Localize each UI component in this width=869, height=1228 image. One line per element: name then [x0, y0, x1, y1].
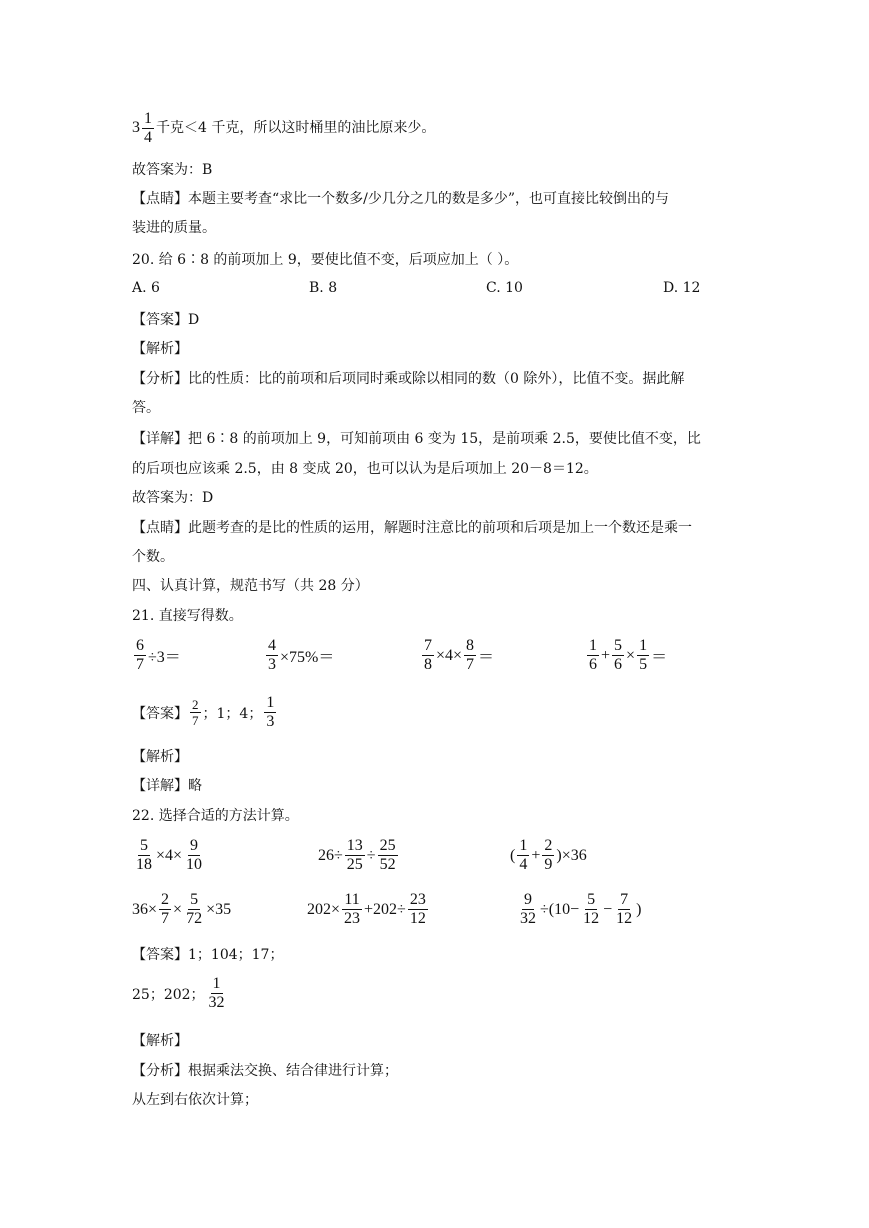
fraction: $\frac{9}{32}$	[520, 891, 536, 927]
q20-stem: 20. 给 6∶8 的前项加上 9，要使比值不变，后项应加上（ ）。	[132, 252, 519, 268]
q21-expr-3: $\frac{7}{8}$ ×4× $\frac{8}{7}$ ＝	[424, 637, 495, 673]
fraction-comparison-line	[132, 108, 435, 148]
q20-option-d: D. 12	[663, 280, 701, 296]
q20-jiexi: 【解析】	[132, 341, 188, 357]
q22-expr-6: $\frac{9}{32}$ ÷(10− $\frac{5}{12}$ − $\frac{7}{12}$ )	[520, 891, 642, 927]
fraction: 1 4	[519, 837, 528, 873]
fraction: $\frac{5}{72}$	[186, 891, 203, 927]
fraction: 1 6	[589, 637, 597, 673]
mixed-fraction: 1 4	[144, 109, 152, 146]
q22-answer-line2: 25；202； 1 32	[132, 975, 225, 1011]
q21-xiangjie: 【详解】略	[132, 778, 202, 794]
fraction: $\frac{11}{23}$	[344, 891, 361, 927]
fraction: $\frac{5}{6}$	[614, 637, 623, 673]
q21-stem: 21. 直接写得数。	[132, 608, 243, 624]
q19-final-answer: 故答案为：B	[132, 162, 213, 178]
q22-fenxi: 【分析】根据乘法交换、结合律进行计算；	[132, 1063, 398, 1079]
fraction: $\frac{5}{12}$	[583, 891, 600, 927]
q20-xiangjie-line1: 【详解】把 6∶8 的前项加上 9，可知前项由 6 变为 15，是前项乘 2.5，要使比值不变，比	[132, 431, 701, 447]
q21-expr-4: 1 6 + $\frac{5}{6}$ × $\frac{1}{5}$ ＝	[589, 637, 668, 673]
q22-jiexi: 【解析】	[132, 1033, 188, 1049]
fraction: 2 7	[192, 697, 199, 728]
fraction: $\frac{7}{8}$	[424, 637, 432, 673]
q19-dianjing-line1: 【点睛】本题主要考查“求比一个数多/少几分之几的数是多少”，也可直接比较倒出的与	[132, 191, 670, 207]
q22-answer-line1: 【答案】1；104；17；	[132, 947, 284, 963]
fraction: $\frac{2}{7}$	[161, 891, 170, 927]
q20-option-c: C. 10	[486, 280, 523, 296]
q22-expr-5: 202× $\frac{11}{23}$ +202÷ $\frac{23}{12}$	[307, 891, 426, 927]
q22-expr-1: $\frac{5}{18}$ ×4× $\frac{9}{10}$	[136, 837, 203, 873]
fraction: 1 3	[266, 694, 275, 730]
q20-option-b: B. 8	[309, 280, 338, 296]
q20-xiangjie-line2: 的后项也应该乘 2.5，由 8 变成 20，也可以认为是后项加上 20－8＝12。	[132, 461, 598, 477]
comparison-text: 千克＜4 千克，所以这时桶里的油比原来少。	[156, 120, 436, 136]
fraction: $\frac{8}{7}$	[466, 637, 475, 673]
q21-expr-1: $\frac{6}{7}$ ÷3＝	[136, 637, 181, 673]
fraction: $\frac{4}{3}$	[268, 637, 276, 673]
fraction: 1 32	[208, 975, 225, 1011]
fraction: $\frac{9}{10}$	[186, 837, 203, 873]
fraction: $\frac{5}{18}$	[136, 837, 152, 873]
q22-expr-2: 26÷ $\frac{13}{25}$ ÷ $\frac{25}{52}$	[318, 837, 396, 873]
q21-expr-2: $\frac{4}{3}$ ×75%＝	[268, 637, 335, 673]
fraction: $\frac{23}{12}$	[409, 891, 426, 927]
q20-answer: 【答案】D	[132, 312, 200, 328]
q21-answer: 【答案】 2 7 ；1；4； 1 3	[132, 694, 275, 730]
q22-expr-3: ( 1 4 + $\frac{2}{9}$ )×36	[510, 837, 587, 873]
q20-dianjing-line1: 【点睛】此题考查的是比的性质的运用，解题时注意比的前项和后项是加上一个数还是乘一	[132, 520, 692, 536]
fraction: $\frac{6}{7}$	[136, 637, 144, 673]
fraction: $\frac{2}{9}$	[544, 837, 553, 873]
q22-step-note: 从左到右依次计算；	[132, 1092, 258, 1108]
q22-stem: 22. 选择合适的方法计算。	[132, 808, 299, 824]
q19-dianjing-line2: 装进的质量。	[132, 220, 216, 236]
fraction: $\frac{7}{12}$	[616, 891, 633, 927]
fraction: $\frac{25}{52}$	[379, 837, 396, 873]
fraction: $\frac{1}{5}$	[639, 637, 648, 673]
q20-fenxi-line1: 【分析】比的性质：比的前项和后项同时乘或除以相同的数（0 除外），比值不变。据此解	[132, 371, 685, 387]
section-heading: 四、认真计算，规范书写（共 28 分）	[132, 578, 369, 594]
fraction: $\frac{13}{25}$	[346, 837, 363, 873]
q21-jiexi: 【解析】	[132, 749, 188, 765]
mixed-whole: 3	[132, 119, 140, 136]
q20-fenxi-line2: 答。	[132, 400, 160, 416]
q20-option-a: A. 6	[132, 280, 160, 296]
q20-dianjing-line2: 个数。	[132, 549, 174, 565]
q22-expr-4: 36× $\frac{2}{7}$ × $\frac{5}{72}$ ×35	[132, 891, 232, 927]
q20-final-answer: 故答案为：D	[132, 490, 214, 506]
